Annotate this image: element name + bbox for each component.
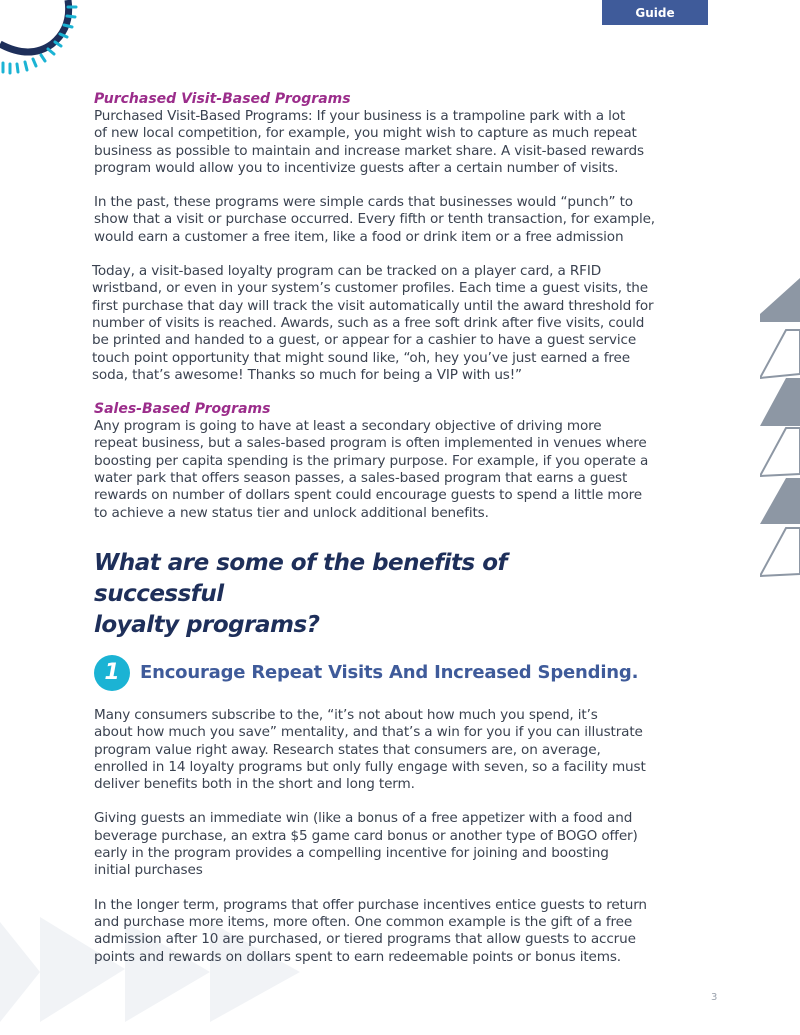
- benefit-paragraph-2: Giving guests an immediate win (like a bonus of a free appetizer with a food and beverage purchase, an extra $5 game card bonus or another type of BOGO offer) early in the program provides a compelling incentive for joining and boosting initial purchases: [94, 810, 638, 879]
- sales-based-subhead: Sales-Based Programs: [94, 401, 271, 418]
- document-body: [94, 91, 714, 966]
- guide-tab: Guide: [602, 0, 708, 25]
- brand-logo-arc: [0, 0, 90, 80]
- benefit-paragraph-3: In the longer term, programs that offer purchase incentives entice guests to return and purchase more items, more often. One common example is the gift of a free admission after 10 are purchased, or tiered programs that allow guests to accrue points and rewards on dollars spent to earn redeemable points or bonus items.: [94, 896, 647, 965]
- benefits-heading: What are some of the benefits of successful loyalty programs?: [94, 549, 508, 638]
- number-badge: 1: [94, 655, 130, 691]
- visit-based-subhead: Purchased Visit-Based Programs: [94, 91, 351, 107]
- visit-paragraph-2: In the past, these programs were simple cards that businesses would “punch” to show that a visit or purchase occurred. Every fifth or tenth transaction, for example, would earn a customer a free item, like a food or drink item or a free admission: [94, 194, 655, 245]
- benefit-paragraph-1: Many consumers subscribe to the, “it’s not about how much you spend, it’s about how much you save” mentality, and that’s a win for you if you can illustrate program value right away. Research states that consumers are, on average, enrolled in 14 loyalty programs but only fully engage with seven, so a facility must deliver benefits both in the short and long term.: [94, 706, 646, 793]
- sales-paragraph: Any program is going to have at least a secondary objective of driving more repeat business, but a sales-based program is often implemented in venues where boosting per capita spending is the primary purpose. For example, if you operate a water park that offers season passes, a sales-based program that earns a guest rewards on number of dollars spent could encourage guests to spend a little more to achieve a new status tier and unlock additional benefits.: [94, 418, 649, 521]
- visit-paragraph-3: Today, a visit-based loyalty program can be tracked on a player card, a RFID wristband, or even in your system’s customer profiles. Each time a guest visits, the first purchase that day will track the visit automatically until the award threshold for number of visits is reached. Awards, such as a free soft drink after five visits, could be printed and handed to a guest, or appear for a cashier to have a guest service touch point opportunity that might sound like, “oh, hey you’ve just earned a free soda, that’s awesome! Thanks so much for being a VIP with us!”: [92, 263, 654, 383]
- page-number: 3: [711, 992, 718, 1003]
- visit-paragraph-1: Purchased Visit-Based Programs: If your business is a trampoline park with a lot of new local competition, for example, you might wish to capture as much repeat business as possible to maintain and increase market share. A visit-based rewards program would allow you to incentivize guests after a certain number of visits.: [94, 108, 644, 176]
- benefit-title: Encourage Repeat Visits And Increased Spending.: [140, 662, 639, 684]
- decorative-stripes: [760, 278, 800, 578]
- benefit-item-1: [94, 655, 714, 691]
